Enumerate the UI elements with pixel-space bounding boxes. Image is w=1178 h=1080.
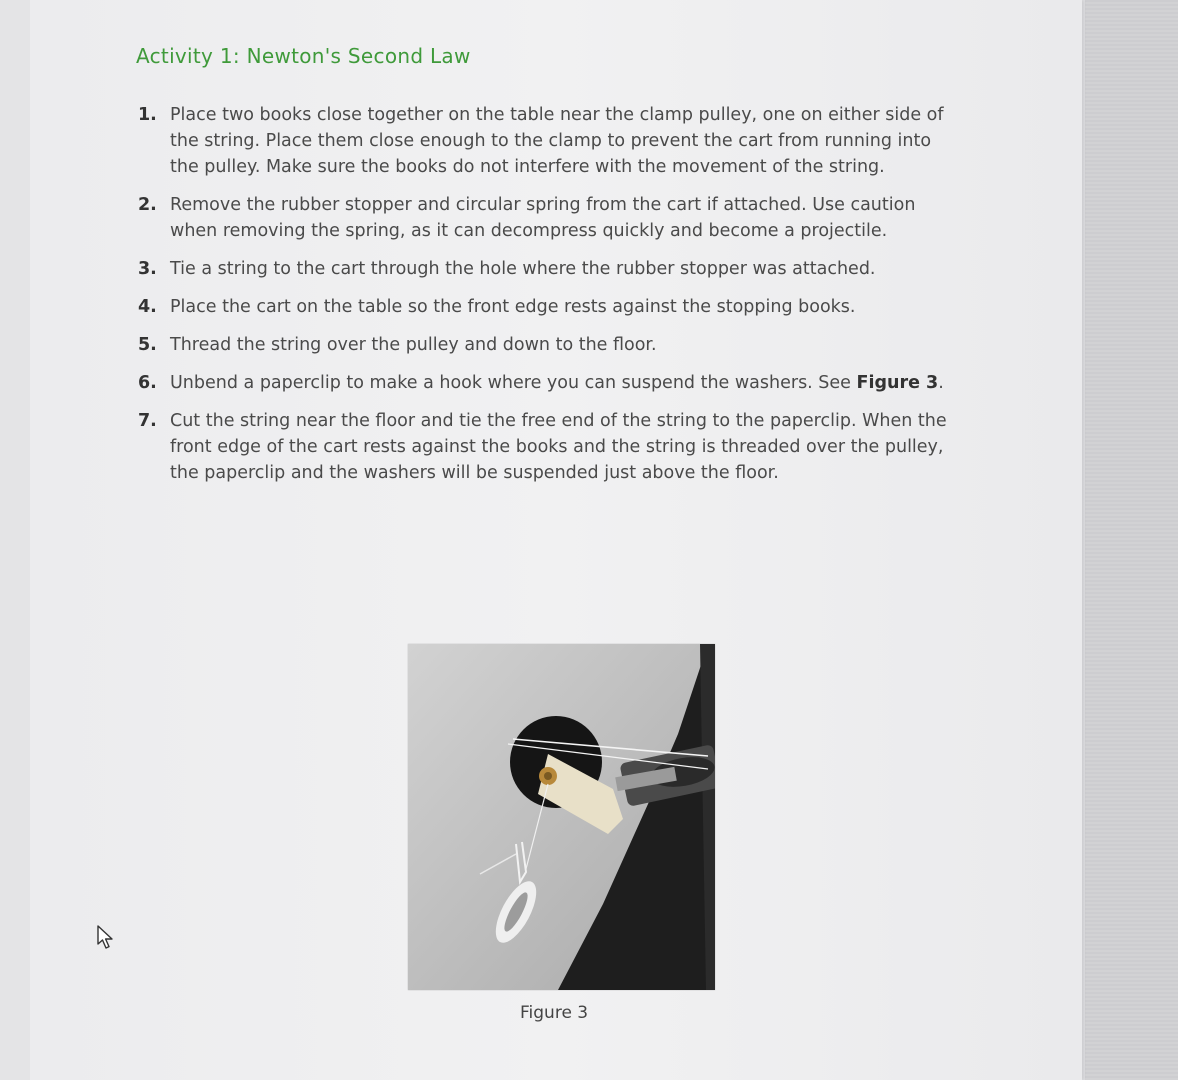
screen-edge: [1085, 0, 1178, 1080]
pulley-illustration: [408, 644, 715, 990]
step-number: 2.: [138, 195, 157, 215]
mouse-pointer-icon: [96, 924, 118, 950]
step-number: 6.: [138, 373, 157, 393]
step-number: 7.: [138, 411, 157, 431]
step-number: 1.: [138, 105, 157, 125]
step-number: 3.: [138, 259, 157, 279]
figure-reference: Figure 3: [856, 373, 939, 393]
step-text: Thread the string over the pulley and down to the floor.: [170, 335, 657, 355]
step-text-tail: .: [938, 373, 944, 393]
step-number: 5.: [138, 335, 157, 355]
step-text: Place the cart on the table so the front edge rests against the stopping books.: [170, 297, 856, 317]
list-item: [138, 256, 958, 282]
step-text: Unbend a paperclip to make a hook where you can suspend the washers. See: [170, 373, 857, 393]
step-number: 4.: [138, 297, 157, 317]
figure-caption: Figure 3: [520, 1003, 589, 1023]
list-item: [138, 408, 958, 486]
list-item: [138, 192, 958, 244]
list-item: [138, 370, 958, 396]
activity-heading: Activity 1: Newton's Second Law: [136, 44, 471, 68]
step-text: Remove the rubber stopper and circular spring from the cart if attached. Use caution when removing the spring, as it can decompress quickly and become a projectile.: [170, 195, 916, 241]
pulley-photo: [408, 644, 715, 990]
instruction-list: [138, 102, 958, 498]
list-item: [138, 332, 958, 358]
step-text: Place two books close together on the table near the clamp pulley, one on either side of the string. Place them close enough to the clamp to prevent the cart from running into the pulley. Make sure the books do not interfere with the movement of the string.: [170, 105, 944, 177]
step-text: Tie a string to the cart through the hole where the rubber stopper was attached.: [170, 259, 876, 279]
step-text: Cut the string near the floor and tie the free end of the string to the paperclip. When the front edge of the cart rests against the books and the string is threaded over the pulley, the paperclip and the washers will be suspended just above the floor.: [170, 411, 947, 483]
list-item: [138, 294, 958, 320]
document-page: [30, 0, 1082, 1080]
list-item: [138, 102, 958, 180]
